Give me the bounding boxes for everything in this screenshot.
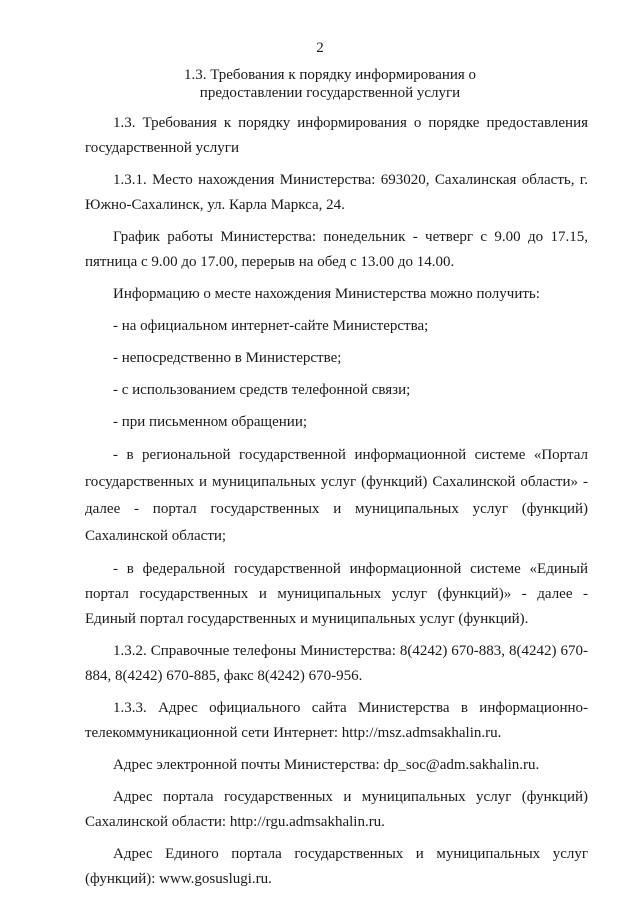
list-item: - на официальном интернет-сайте Министерства; <box>113 318 429 334</box>
paragraph-location: 1.3.1. Место нахождения Министерства: 693020, Сахалинская область, г. Южно-Сахалинск, ул. Карла Маркса, 24. <box>85 172 588 213</box>
paragraph-regional-portal: Адрес портала государственных и муниципальных услуг (функций) Сахалинской области: http://rgu.admsakhalin.ru. <box>85 789 588 830</box>
section-heading <box>60 66 600 102</box>
list-item: - в федеральной государственной информационной системе «Единый портал государственных и муниципальных услуг (функций)» - далее - Единый портал государственных и муниципальных услуг (функций). <box>85 561 588 627</box>
paragraph-intro: 1.3. Требования к порядку информирования о порядке предоставления государственной услуги <box>85 115 588 156</box>
paragraph-website: 1.3.3. Адрес официального сайта Министерства в информационно-телекоммуникационной сети Интернет: http://msz.admsakhalin.ru. <box>85 700 588 741</box>
paragraph-email: Адрес электронной почты Министерства: dp_soc@adm.sakhalin.ru. <box>113 757 540 773</box>
paragraph-phones: 1.3.2. Справочные телефоны Министерства: 8(4242) 670-883, 8(4242) 670-884, 8(4242) 670-885, факс 8(4242) 670-956. <box>85 643 588 684</box>
list-item: - с использованием средств телефонной связи; <box>113 382 411 398</box>
list-item: - в региональной государственной информационной системе «Портал государственных и муниципальных услуг (функций) Сахалинской области» - далее - портал государственных и муниципальных услуг (функций) Сахалинской области; <box>85 447 588 544</box>
paragraph-info-sources: Информацию о месте нахождения Министерства можно получить: <box>113 286 540 302</box>
paragraph-federal-portal: Адрес Единого портала государственных и муниципальных услуг (функций): www.gosuslugi.ru. <box>85 846 588 887</box>
list-item: - непосредственно в Министерстве; <box>113 350 342 366</box>
section-heading-line-1: 1.3. Требования к порядку информирования о <box>183 67 477 83</box>
list-item: - при письменном обращении; <box>113 414 308 430</box>
body-text <box>85 111 588 892</box>
page-number: 2 <box>316 40 324 56</box>
paragraph-schedule: График работы Министерства: понедельник - четверг с 9.00 до 17.15, пятница с 9.00 до 17.00, перерыв на обед с 13.00 до 14.00. <box>85 229 588 270</box>
section-heading-line-2: предоставлении государственной услуги <box>199 85 461 101</box>
